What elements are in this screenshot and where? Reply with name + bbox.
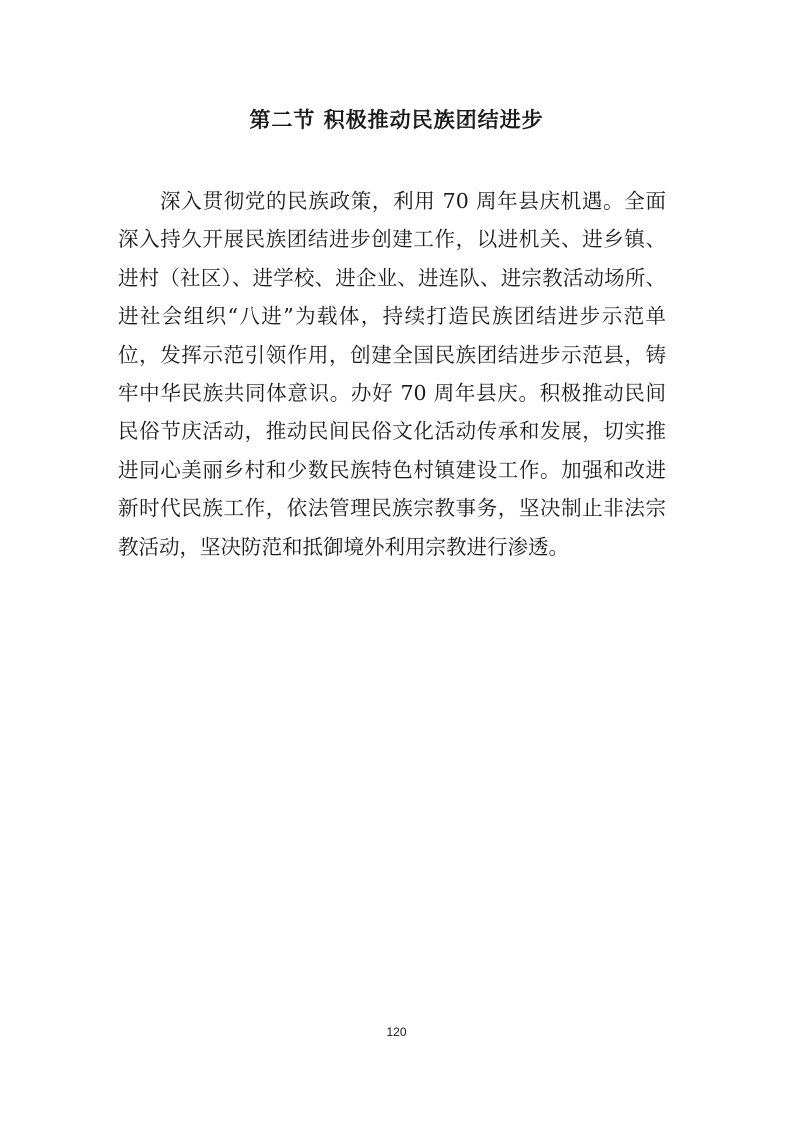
section-title: 第二节 积极推动民族团结进步	[249, 108, 544, 132]
paragraph-line: 进社会组织“八进”为载体，持续打造民族团结进步示范单	[118, 304, 666, 329]
paragraph-line: 深入持久开展民族团结进步创建工作，以进机关、进乡镇、	[118, 227, 666, 252]
paragraph-line: 教活动，坚决防范和抵御境外利用宗教进行渗透。	[118, 534, 569, 559]
paragraph-line: 新时代民族工作，依法管理民族宗教事务，坚决制止非法宗	[118, 496, 666, 521]
body-paragraph	[118, 182, 666, 566]
page-number: 120	[386, 1025, 407, 1039]
paragraph-line: 进村（社区）、进学校、进企业、进连队、进宗教活动场所、	[118, 265, 666, 290]
paragraph-line: 位，发挥示范引领作用，创建全国民族团结进步示范县，铸	[118, 342, 666, 367]
paragraph-line: 深入贯彻党的民族政策，利用 70 周年县庆机遇。全面	[160, 189, 666, 213]
paragraph-line: 民俗节庆活动，推动民间民俗文化活动传承和发展，切实推	[118, 419, 666, 444]
paragraph-line: 牢中华民族共同体意识。办好 70 周年县庆。积极推动民间	[118, 381, 666, 406]
paragraph-line: 进同心美丽乡村和少数民族特色村镇建设工作。加强和改进	[118, 457, 666, 482]
